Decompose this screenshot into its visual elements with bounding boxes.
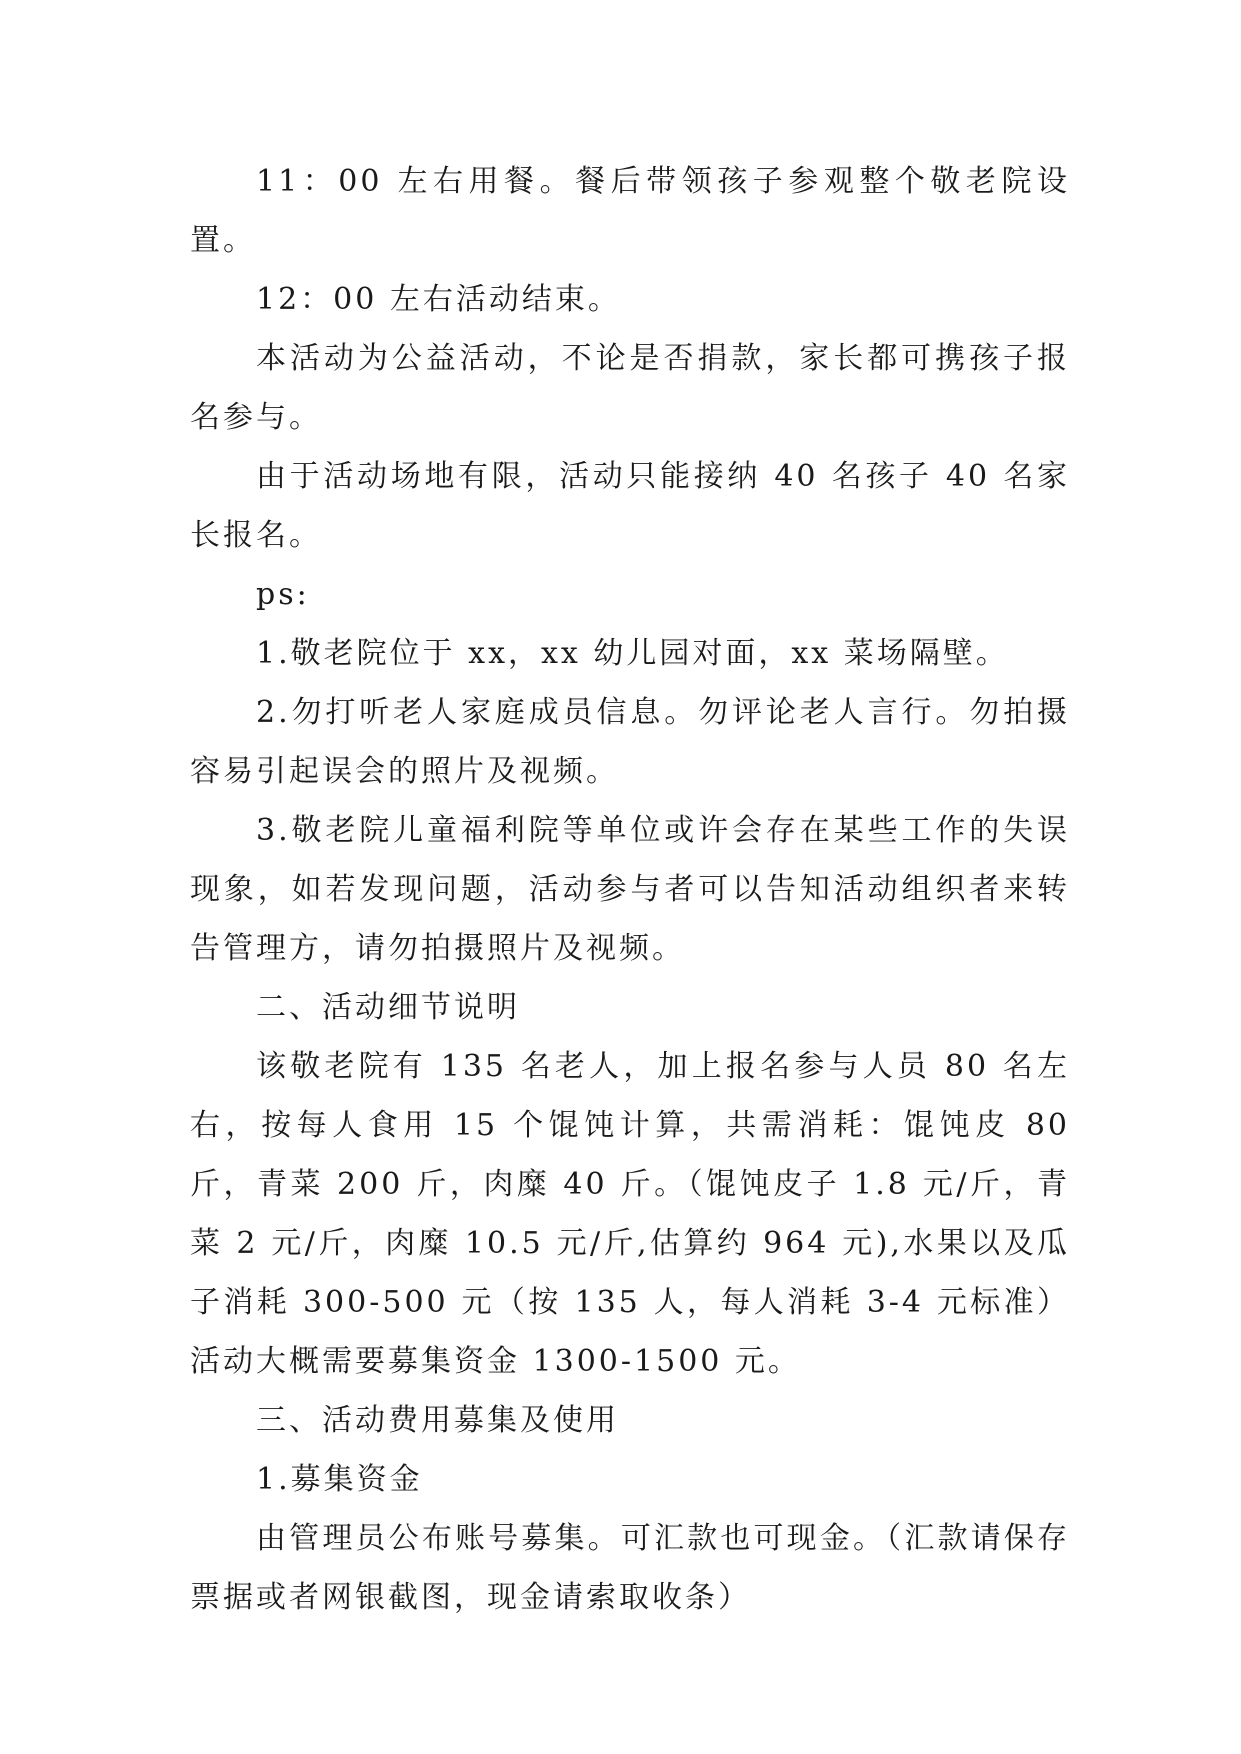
section-heading-funding: 三、活动费用募集及使用 — [256, 1403, 619, 1438]
paragraph-capacity-note: 由于活动场地有限，活动只能接纳 40 名孩子 40 名家长报名。 — [190, 459, 1070, 553]
paragraph-fundraising: 由管理员公布账号募集。可汇款也可现金。（汇款请保存票据或者网银截图，现金请索取收条） — [190, 1521, 1070, 1615]
document-body — [190, 152, 1070, 1627]
paragraph-ps-item-3: 3.敬老院儿童福利院等单位或许会存在某些工作的失误现象，如若发现问题，活动参与者可以告知活动组织者来转告管理方，请勿拍摄照片及视频。 — [190, 813, 1070, 966]
paragraph-ps: ps: — [256, 577, 310, 612]
paragraph-ps-item-1: 1.敬老院位于 xx，xx 幼儿园对面，xx 菜场隔壁。 — [256, 636, 1009, 671]
paragraph-end-time: 12：00 左右活动结束。 — [256, 282, 621, 317]
paragraph-charity-note: 本活动为公益活动，不论是否捐款，家长都可携孩子报名参与。 — [190, 341, 1070, 435]
subheading-fundraising: 1.募集资金 — [256, 1462, 423, 1497]
section-heading-details: 二、活动细节说明 — [256, 990, 520, 1025]
paragraph-lunch-time: 11：00 左右用餐。餐后带领孩子参观整个敬老院设置。 — [190, 164, 1070, 258]
paragraph-details: 该敬老院有 135 名老人，加上报名参与人员 80 名左右，按每人食用 15 个馄饨计算，共需消耗：馄饨皮 80 斤，青菜 200 斤，肉糜 40 斤。（馄饨皮子 1.8 元/斤，青菜 2 元/斤，肉糜 10.5 元/斤,估算约 964 元),水果以及瓜子消耗 300-500 元（按 135 人，每人消耗 3-4 元标准）活动大概需要募集资金 1300-1500 元。 — [190, 1049, 1070, 1379]
paragraph-ps-item-2: 2.勿打听老人家庭成员信息。勿评论老人言行。勿拍摄容易引起误会的照片及视频。 — [190, 695, 1070, 789]
